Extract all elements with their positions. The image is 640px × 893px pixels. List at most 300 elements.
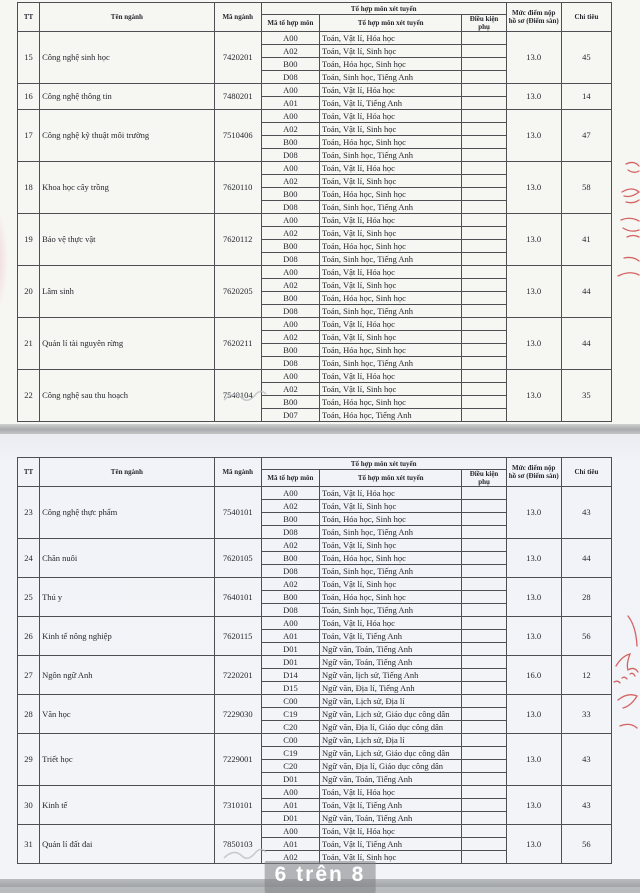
combo-code: C00: [261, 695, 319, 708]
combo-subjects: Toán, Vật lí, Hóa học: [319, 266, 461, 279]
combo-code: A02: [261, 279, 319, 292]
combo-subjects: Toán, Vật lí, Sinh học: [319, 500, 461, 513]
extra-condition-cell: [462, 123, 506, 136]
row-number: 26: [18, 617, 40, 656]
combo-subjects: Ngữ văn, Lịch sử, Địa lí: [319, 734, 461, 747]
subject-combo-row: [18, 825, 612, 838]
combo-subjects: Toán, Hóa học, Sinh học: [319, 513, 461, 526]
combo-subjects: Toán, Vật lí, Hóa học: [319, 786, 461, 799]
combo-subjects: Toán, Vật lí, Hóa học: [319, 32, 461, 45]
combo-code: D08: [261, 565, 319, 578]
header-to-hop-group: Tổ hợp môn xét tuyển: [261, 458, 506, 470]
combo-code: A01: [261, 97, 319, 110]
combo-code: A01: [261, 630, 319, 643]
combo-code: D08: [261, 149, 319, 162]
combo-subjects: Toán, Vật lí, Sinh học: [319, 851, 461, 864]
combo-subjects: Toán, Vật lí, Tiếng Anh: [319, 799, 461, 812]
header-chi-tieu: Chỉ tiêu: [561, 458, 611, 487]
header-to-hop-mon: Tổ hợp môn xét tuyển: [319, 470, 461, 487]
combo-code: A00: [261, 84, 319, 97]
combo-code: B00: [261, 591, 319, 604]
combo-subjects: Toán, Vật lí, Hóa học: [319, 110, 461, 123]
subject-combo-row: [18, 656, 612, 669]
row-number: 19: [18, 214, 40, 266]
major-name: Văn học: [40, 695, 215, 734]
combo-code: A00: [261, 825, 319, 838]
floor-score: 13.0: [506, 370, 561, 422]
header-dieu-kien-phu: Điều kiện phụ: [462, 470, 506, 487]
extra-condition-cell: [462, 773, 506, 786]
combo-subjects: Toán, Sinh học, Tiếng Anh: [319, 357, 461, 370]
row-number: 25: [18, 578, 40, 617]
header-muc-diem: Mức điểm nộp hồ sơ (Điểm sàn): [506, 458, 561, 487]
floor-score: 13.0: [506, 32, 561, 84]
subject-combo-row: [18, 617, 612, 630]
major-name: Thú y: [40, 578, 215, 617]
extra-condition-cell: [462, 799, 506, 812]
combo-subjects: Toán, Hóa học, Sinh học: [319, 344, 461, 357]
floor-score: 13.0: [506, 617, 561, 656]
major-name: Công nghệ sinh học: [40, 32, 215, 84]
header-muc-diem: Mức điểm nộp hồ sơ (Điểm sàn): [506, 3, 561, 32]
extra-condition-cell: [462, 318, 506, 331]
combo-subjects: Ngữ văn, Toán, Tiếng Anh: [319, 656, 461, 669]
extra-condition-cell: [462, 682, 506, 695]
floor-score: 13.0: [506, 162, 561, 214]
combo-subjects: Toán, Vật lí, Hóa học: [319, 162, 461, 175]
extra-condition-cell: [462, 669, 506, 682]
combo-subjects: Toán, Vật lí, Sinh học: [319, 383, 461, 396]
floor-score: 13.0: [506, 318, 561, 370]
extra-condition-cell: [462, 734, 506, 747]
combo-code: A00: [261, 370, 319, 383]
floor-score: 13.0: [506, 825, 561, 864]
subject-combo-row: [18, 487, 612, 500]
combo-code: C00: [261, 734, 319, 747]
header-to-hop-mon: Tổ hợp môn xét tuyển: [319, 15, 461, 32]
combo-code: B00: [261, 344, 319, 357]
extra-condition-cell: [462, 409, 506, 422]
page-gap-shadow: [0, 424, 640, 434]
combo-subjects: Toán, Sinh học, Tiếng Anh: [319, 305, 461, 318]
combo-code: A00: [261, 617, 319, 630]
major-code: 7620205: [214, 266, 261, 318]
major-code: 7420201: [214, 32, 261, 84]
combo-subjects: Toán, Sinh học, Tiếng Anh: [319, 149, 461, 162]
combo-subjects: Toán, Sinh học, Tiếng Anh: [319, 604, 461, 617]
major-code: 7620112: [214, 214, 261, 266]
combo-subjects: Ngữ văn, Địa lí, Tiếng Anh: [319, 682, 461, 695]
extra-condition-cell: [462, 565, 506, 578]
quota: 14: [561, 84, 611, 110]
quota: 43: [561, 487, 611, 539]
quota: 28: [561, 578, 611, 617]
combo-code: D08: [261, 253, 319, 266]
combo-code: C19: [261, 747, 319, 760]
combo-code: A00: [261, 32, 319, 45]
extra-condition-cell: [462, 604, 506, 617]
header-tt: TT: [18, 3, 40, 32]
extra-condition-cell: [462, 617, 506, 630]
combo-code: D14: [261, 669, 319, 682]
extra-condition-cell: [462, 201, 506, 214]
quota: 58: [561, 162, 611, 214]
quota: 45: [561, 32, 611, 84]
subject-combo-row: [18, 162, 612, 175]
page-watermark: 6 trên 8: [265, 861, 376, 893]
major-code: 7510406: [214, 110, 261, 162]
extra-condition-cell: [462, 396, 506, 409]
extra-condition-cell: [462, 370, 506, 383]
quota: 44: [561, 318, 611, 370]
extra-condition-cell: [462, 305, 506, 318]
combo-subjects: Toán, Hóa học, Sinh học: [319, 240, 461, 253]
combo-code: B00: [261, 58, 319, 71]
header-ma-to-hop: Mã tổ hợp môn: [261, 15, 319, 32]
subject-combo-row: [18, 318, 612, 331]
admissions-table: [17, 2, 612, 422]
combo-subjects: Ngữ văn, Lịch sử, Giáo dục công dân: [319, 708, 461, 721]
extra-condition-cell: [462, 838, 506, 851]
combo-subjects: Toán, Vật lí, Hóa học: [319, 617, 461, 630]
combo-subjects: Toán, Sinh học, Tiếng Anh: [319, 71, 461, 84]
combo-subjects: Toán, Vật lí, Sinh học: [319, 45, 461, 58]
combo-code: B00: [261, 188, 319, 201]
combo-subjects: Toán, Vật lí, Sinh học: [319, 123, 461, 136]
combo-code: D08: [261, 305, 319, 318]
extra-condition-cell: [462, 552, 506, 565]
combo-code: D01: [261, 643, 319, 656]
floor-score: 13.0: [506, 266, 561, 318]
combo-code: D15: [261, 682, 319, 695]
extra-condition-cell: [462, 32, 506, 45]
combo-code: C20: [261, 721, 319, 734]
combo-subjects: Toán, Vật lí, Hóa học: [319, 84, 461, 97]
combo-code: A00: [261, 266, 319, 279]
extra-condition-cell: [462, 227, 506, 240]
floor-score: 13.0: [506, 84, 561, 110]
extra-condition-cell: [462, 97, 506, 110]
combo-code: A02: [261, 578, 319, 591]
table-header: [18, 3, 612, 32]
extra-condition-cell: [462, 149, 506, 162]
quota: 33: [561, 695, 611, 734]
combo-code: B00: [261, 396, 319, 409]
row-number: 22: [18, 370, 40, 422]
major-name: Công nghệ thực phẩm: [40, 487, 215, 539]
row-number: 30: [18, 786, 40, 825]
major-name: Kinh tế: [40, 786, 215, 825]
combo-subjects: Toán, Vật lí, Sinh học: [319, 539, 461, 552]
quota: 41: [561, 214, 611, 266]
combo-subjects: Ngữ văn, Địa lí, Giáo dục công dân: [319, 760, 461, 773]
combo-subjects: Toán, Hóa học, Sinh học: [319, 396, 461, 409]
combo-code: C20: [261, 760, 319, 773]
major-name: Bảo vệ thực vật: [40, 214, 215, 266]
floor-score: 13.0: [506, 786, 561, 825]
combo-subjects: Toán, Vật lí, Sinh học: [319, 331, 461, 344]
extra-condition-cell: [462, 266, 506, 279]
extra-condition-cell: [462, 175, 506, 188]
floor-score: 13.0: [506, 110, 561, 162]
extra-condition-cell: [462, 357, 506, 370]
floor-score: 13.0: [506, 695, 561, 734]
header-ma-nganh: Mã ngành: [214, 458, 261, 487]
page-fragment-bottom: [0, 434, 640, 880]
extra-condition-cell: [462, 500, 506, 513]
combo-code: A02: [261, 383, 319, 396]
extra-condition-cell: [462, 851, 506, 864]
combo-code: B00: [261, 513, 319, 526]
extra-condition-cell: [462, 656, 506, 669]
combo-code: C19: [261, 708, 319, 721]
header-ma-nganh: Mã ngành: [214, 3, 261, 32]
header-ten-nganh: Tên ngành: [40, 458, 215, 487]
extra-condition-cell: [462, 630, 506, 643]
extra-condition-cell: [462, 331, 506, 344]
subject-combo-row: [18, 84, 612, 97]
major-code: 7850103: [214, 825, 261, 864]
major-name: Công nghệ sau thu hoạch: [40, 370, 215, 422]
major-name: Công nghệ thông tin: [40, 84, 215, 110]
extra-condition-cell: [462, 110, 506, 123]
row-number: 21: [18, 318, 40, 370]
major-name: Quản lí đất đai: [40, 825, 215, 864]
row-number: 20: [18, 266, 40, 318]
floor-score: 16.0: [506, 656, 561, 695]
subject-combo-row: [18, 266, 612, 279]
header-dieu-kien-phu: Điều kiện phụ: [462, 15, 506, 32]
combo-subjects: Toán, Sinh học, Tiếng Anh: [319, 565, 461, 578]
major-code: 7540101: [214, 487, 261, 539]
combo-subjects: Ngữ văn, Lịch sử, Địa lí: [319, 695, 461, 708]
extra-condition-cell: [462, 708, 506, 721]
extra-condition-cell: [462, 136, 506, 149]
combo-code: A02: [261, 331, 319, 344]
extra-condition-cell: [462, 45, 506, 58]
combo-code: B00: [261, 292, 319, 305]
major-code: 7229001: [214, 734, 261, 786]
extra-condition-cell: [462, 383, 506, 396]
combo-code: A02: [261, 45, 319, 58]
extra-condition-cell: [462, 71, 506, 84]
major-code: 7310101: [214, 786, 261, 825]
combo-subjects: Toán, Sinh học, Tiếng Anh: [319, 253, 461, 266]
row-number: 17: [18, 110, 40, 162]
combo-subjects: Toán, Vật lí, Sinh học: [319, 227, 461, 240]
extra-condition-cell: [462, 812, 506, 825]
row-number: 18: [18, 162, 40, 214]
header-tt: TT: [18, 458, 40, 487]
combo-subjects: Toán, Vật lí, Sinh học: [319, 578, 461, 591]
combo-subjects: Toán, Hóa học, Sinh học: [319, 58, 461, 71]
row-number: 29: [18, 734, 40, 786]
floor-score: 13.0: [506, 487, 561, 539]
combo-subjects: Toán, Hóa học, Sinh học: [319, 136, 461, 149]
combo-code: B00: [261, 552, 319, 565]
combo-code: D01: [261, 656, 319, 669]
header-to-hop-group: Tổ hợp môn xét tuyển: [261, 3, 506, 15]
floor-score: 13.0: [506, 578, 561, 617]
major-name: Ngôn ngữ Anh: [40, 656, 215, 695]
combo-subjects: Toán, Vật lí, Tiếng Anh: [319, 97, 461, 110]
extra-condition-cell: [462, 344, 506, 357]
floor-score: 13.0: [506, 539, 561, 578]
combo-code: A01: [261, 799, 319, 812]
combo-code: D01: [261, 812, 319, 825]
combo-subjects: Toán, Hóa học, Sinh học: [319, 552, 461, 565]
combo-code: A02: [261, 500, 319, 513]
extra-condition-cell: [462, 747, 506, 760]
header-ma-to-hop: Mã tổ hợp môn: [261, 470, 319, 487]
combo-subjects: Toán, Hóa học, Sinh học: [319, 591, 461, 604]
combo-subjects: Ngữ văn, Lịch sử, Giáo dục công dân: [319, 747, 461, 760]
extra-condition-cell: [462, 591, 506, 604]
extra-condition-cell: [462, 513, 506, 526]
combo-code: B00: [261, 136, 319, 149]
subject-combo-row: [18, 734, 612, 747]
major-name: Công nghệ kỹ thuật môi trường: [40, 110, 215, 162]
combo-code: A02: [261, 175, 319, 188]
major-code: 7620110: [214, 162, 261, 214]
combo-code: A01: [261, 838, 319, 851]
combo-subjects: Toán, Vật lí, Hóa học: [319, 318, 461, 331]
subject-combo-row: [18, 370, 612, 383]
major-name: Lâm sinh: [40, 266, 215, 318]
combo-code: B00: [261, 240, 319, 253]
floor-score: 13.0: [506, 214, 561, 266]
combo-code: A02: [261, 227, 319, 240]
extra-condition-cell: [462, 84, 506, 97]
extra-condition-cell: [462, 253, 506, 266]
combo-subjects: Toán, Vật lí, Sinh học: [319, 279, 461, 292]
combo-code: D08: [261, 604, 319, 617]
extra-condition-cell: [462, 214, 506, 227]
row-number: 15: [18, 32, 40, 84]
extra-condition-cell: [462, 825, 506, 838]
extra-condition-cell: [462, 188, 506, 201]
combo-subjects: Toán, Vật lí, Hóa học: [319, 487, 461, 500]
subject-combo-row: [18, 214, 612, 227]
subject-combo-row: [18, 695, 612, 708]
subject-combo-row: [18, 32, 612, 45]
combo-subjects: Ngữ văn, Toán, Tiếng Anh: [319, 773, 461, 786]
subject-combo-row: [18, 539, 612, 552]
combo-subjects: Ngữ văn, lịch sử, Tiếng Anh: [319, 669, 461, 682]
combo-subjects: Toán, Vật lí, Hóa học: [319, 825, 461, 838]
quota: 47: [561, 110, 611, 162]
combo-code: A00: [261, 214, 319, 227]
combo-subjects: Toán, Sinh học, Tiếng Anh: [319, 526, 461, 539]
combo-code: D01: [261, 773, 319, 786]
extra-condition-cell: [462, 643, 506, 656]
quota: 12: [561, 656, 611, 695]
major-code: 7620115: [214, 617, 261, 656]
row-number: 28: [18, 695, 40, 734]
combo-code: A02: [261, 539, 319, 552]
combo-subjects: Toán, Hóa học, Sinh học: [319, 188, 461, 201]
quota: 43: [561, 786, 611, 825]
combo-code: A00: [261, 318, 319, 331]
combo-subjects: Ngữ văn, Toán, Tiếng Anh: [319, 812, 461, 825]
combo-subjects: Toán, Vật lí, Hóa học: [319, 214, 461, 227]
combo-code: D08: [261, 71, 319, 84]
extra-condition-cell: [462, 721, 506, 734]
extra-condition-cell: [462, 279, 506, 292]
quota: 35: [561, 370, 611, 422]
combo-code: D08: [261, 357, 319, 370]
combo-subjects: Toán, Vật lí, Tiếng Anh: [319, 838, 461, 851]
extra-condition-cell: [462, 292, 506, 305]
extra-condition-cell: [462, 487, 506, 500]
major-name: Khoa học cây trồng: [40, 162, 215, 214]
admissions-table: [17, 457, 612, 864]
major-name: Quản lí tài nguyên rừng: [40, 318, 215, 370]
major-name: Kinh tế nông nghiệp: [40, 617, 215, 656]
major-code: 7620105: [214, 539, 261, 578]
quota: 44: [561, 266, 611, 318]
combo-subjects: Toán, Vật lí, Tiếng Anh: [319, 630, 461, 643]
major-code: 7620211: [214, 318, 261, 370]
row-number: 31: [18, 825, 40, 864]
extra-condition-cell: [462, 760, 506, 773]
quota: 44: [561, 539, 611, 578]
major-code: 7229030: [214, 695, 261, 734]
table-header: [18, 458, 612, 487]
combo-subjects: Toán, Vật lí, Hóa học: [319, 370, 461, 383]
page-fragment-top: [0, 0, 640, 425]
pink-scan-smudge: [0, 205, 8, 315]
subject-combo-row: [18, 110, 612, 123]
quota: 56: [561, 617, 611, 656]
extra-condition-cell: [462, 695, 506, 708]
subject-combo-row: [18, 578, 612, 591]
combo-subjects: Ngữ văn, Toán, Tiếng Anh: [319, 643, 461, 656]
major-name: Chăn nuôi: [40, 539, 215, 578]
major-code: 7480201: [214, 84, 261, 110]
major-name: Triết học: [40, 734, 215, 786]
combo-code: D07: [261, 409, 319, 422]
extra-condition-cell: [462, 539, 506, 552]
extra-condition-cell: [462, 240, 506, 253]
combo-code: A00: [261, 162, 319, 175]
header-chi-tieu: Chỉ tiêu: [561, 3, 611, 32]
header-ten-nganh: Tên ngành: [40, 3, 215, 32]
row-number: 24: [18, 539, 40, 578]
row-number: 16: [18, 84, 40, 110]
combo-code: D08: [261, 526, 319, 539]
extra-condition-cell: [462, 162, 506, 175]
quota: 56: [561, 825, 611, 864]
subject-combo-row: [18, 786, 612, 799]
major-code: 7640101: [214, 578, 261, 617]
quota: 43: [561, 734, 611, 786]
extra-condition-cell: [462, 526, 506, 539]
extra-condition-cell: [462, 578, 506, 591]
row-number: 27: [18, 656, 40, 695]
combo-code: A02: [261, 851, 319, 864]
combo-subjects: Toán, Hóa học, Tiếng Anh: [319, 409, 461, 422]
combo-code: A00: [261, 786, 319, 799]
extra-condition-cell: [462, 58, 506, 71]
major-code: 7220201: [214, 656, 261, 695]
combo-code: D08: [261, 201, 319, 214]
floor-score: 13.0: [506, 734, 561, 786]
combo-subjects: Ngữ văn, Địa lí, Giáo dục công dân: [319, 721, 461, 734]
combo-subjects: Toán, Vật lí, Sinh học: [319, 175, 461, 188]
combo-code: A00: [261, 110, 319, 123]
major-code: 7540104: [214, 370, 261, 422]
